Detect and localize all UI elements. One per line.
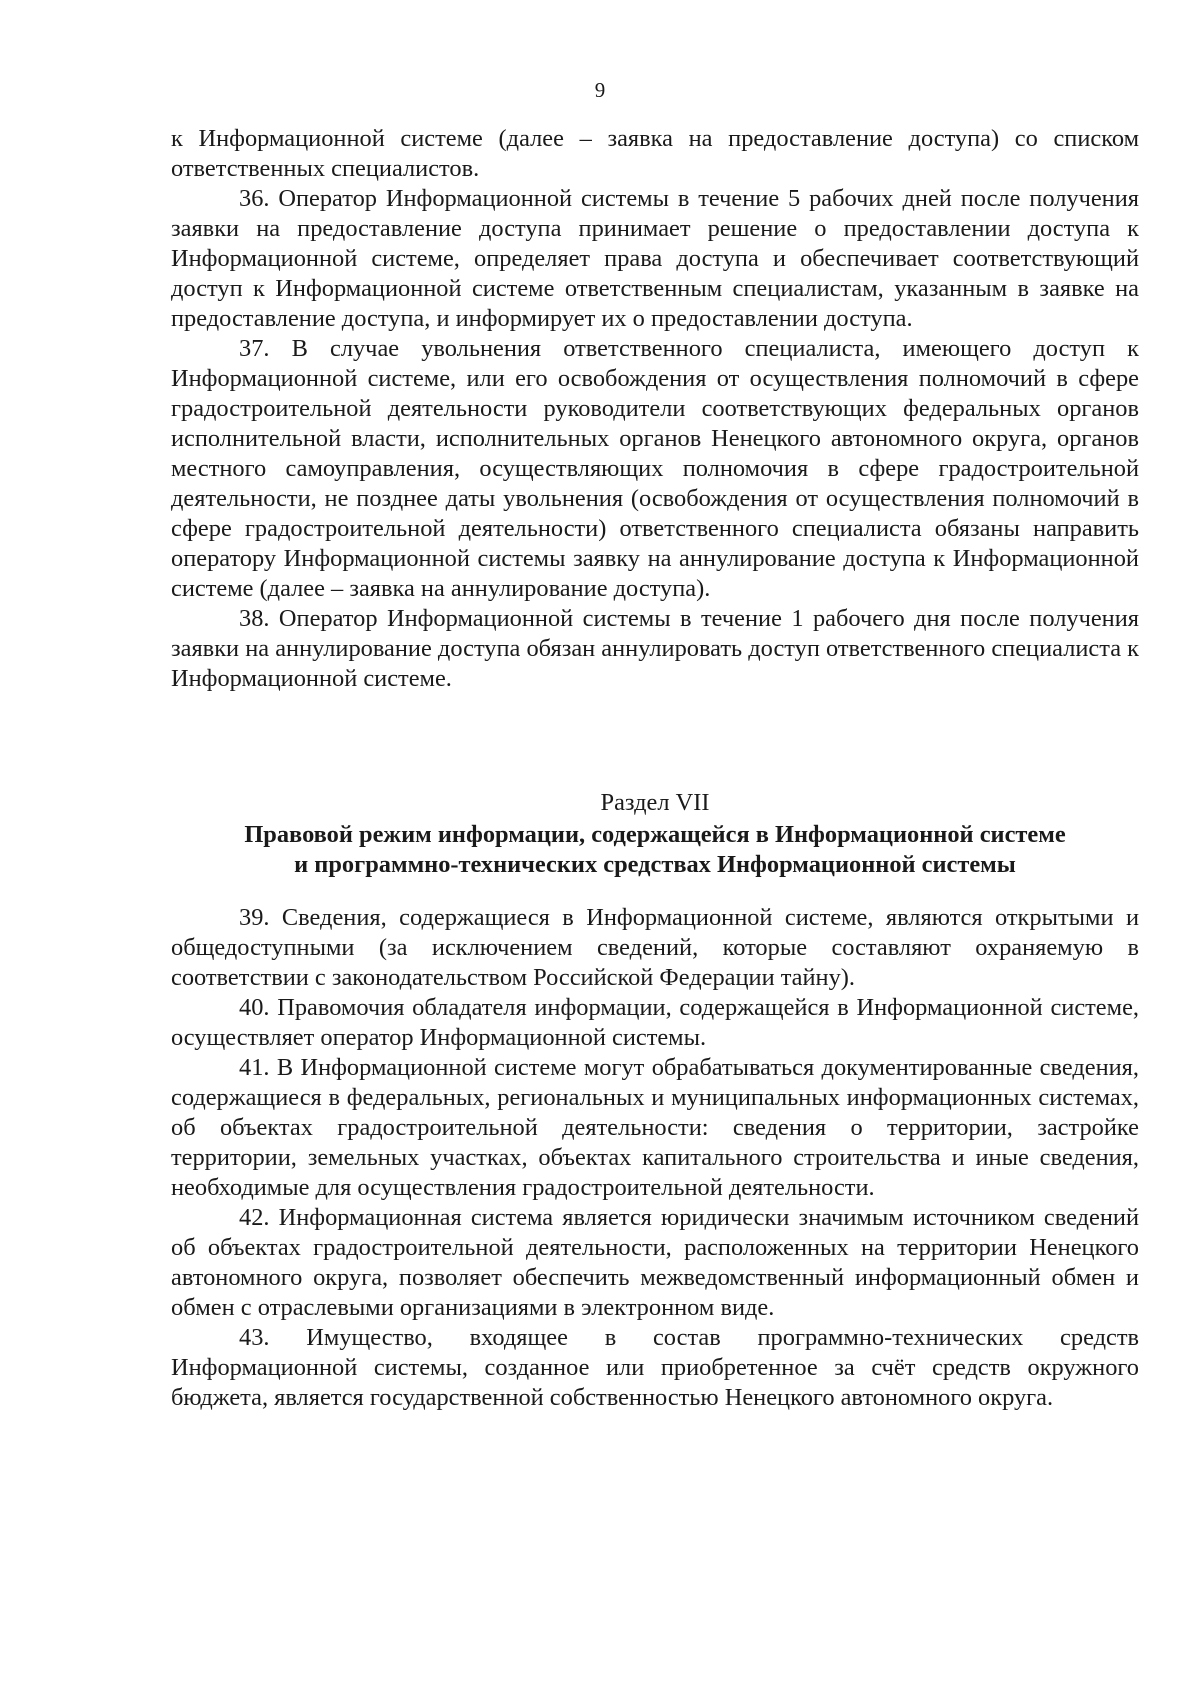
paragraphs-before-section <box>171 124 1139 694</box>
section-heading <box>171 788 1139 880</box>
paragraph-40: 40. Правомочия обладателя информации, содержащейся в Информационной системе, осуществляет оператор Информационной системы. <box>171 994 1139 1051</box>
paragraph-39: 39. Сведения, содержащиеся в Информационной системе, являются открытыми и общедоступными (за исключением сведений, которые составляют охраняемую в соответствии с законодательством Российской Федерации тайну). <box>171 904 1139 991</box>
section-title-line-1: Правовой режим информации, содержащейся в Информационной системе <box>244 821 1066 848</box>
paragraph-43: 43. Имущество, входящее в состав программно-технических средств Информационной системы, созданное или приобретенное за счёт средств окружного бюджета, является государственной собственностью Ненецкого автономного округа. <box>171 1324 1139 1411</box>
paragraph-continuation: к Информационной системе (далее – заявка на предоставление доступа) со списком ответственных специалистов. <box>171 125 1139 182</box>
paragraph-38: 38. Оператор Информационной системы в течение 1 рабочего дня после получения заявки на аннулирование доступа обязан аннулировать доступ ответственного специалиста к Информационной системе. <box>171 605 1139 692</box>
paragraph-42: 42. Информационная система является юридически значимым источником сведений об объектах градостроительной деятельности, расположенных на территории Ненецкого автономного округа, позволяет обеспечить межведомственный информационный обмен и обмен с отраслевыми организациями в электронном виде. <box>171 1204 1139 1321</box>
paragraphs-after-section <box>171 903 1139 1413</box>
section-title-line-2: и программно-технических средствах Информационной системы <box>294 851 1016 878</box>
page-number: 9 <box>594 78 606 102</box>
paragraph-41: 41. В Информационной системе могут обрабатываться документированные сведения, содержащиеся в федеральных, региональных и муниципальных информационных системах, об объектах градостроительной деятельности: сведения о территории, застройке территории, земельных участках, объектах капитального строительства и иные сведения, необходимые для осуществления градостроительной деятельности. <box>171 1054 1139 1201</box>
paragraph-37: 37. В случае увольнения ответственного специалиста, имеющего доступ к Информационной системе, или его освобождения от осуществления полномочий в сфере градостроительной деятельности руководители соответствующих федеральных органов исполнительной власти, исполнительных органов Ненецкого автономного округа, органов местного самоуправления, осуществляющих полномочия в сфере градостроительной деятельности, не позднее даты увольнения (освобождения от осуществления полномочий в сфере градостроительной деятельности) ответственного специалиста обязаны направить оператору Информационной системы заявку на аннулирование доступа к Информационной системе (далее – заявка на аннулирование доступа). <box>171 335 1139 602</box>
paragraph-36: 36. Оператор Информационной системы в течение 5 рабочих дней после получения заявки на предоставление доступа принимает решение о предоставлении доступа к Информационной системе, определяет права доступа и обеспечивает соответствующий доступ к Информационной системе ответственным специалистам, указанным в заявке на предоставление доступа, и информирует их о предоставлении доступа. <box>171 185 1139 332</box>
section-label: Раздел VII <box>600 789 710 816</box>
